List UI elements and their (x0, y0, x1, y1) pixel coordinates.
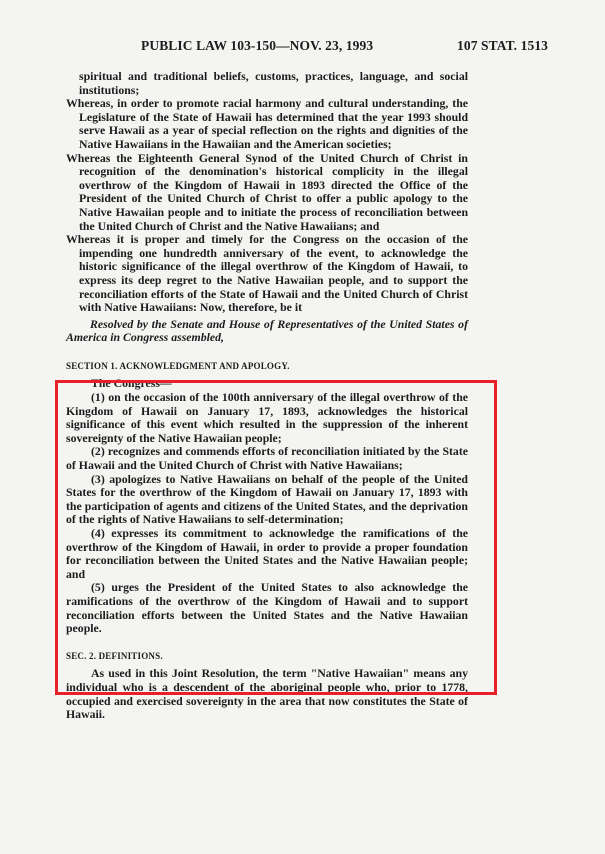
section-1-clause-1: (1) on the occasion of the 100th anniversary of the illegal overthrow of the Kingdom of Hawaii on January 17, 1893, acknowledges the historical significance of this event which resulted in the suppression of the inherent sovereignty of the Native Hawaiian people; (66, 390, 468, 445)
section-1-clause-3: (3) apologizes to Native Hawaiians on behalf of the people of the United States for the overthrow of the Kingdom of Hawaii on January 17, 1893 with the participation of agents and citizens of the United States, and the deprivation of the rights of Native Hawaiians to self-determination; (66, 471, 468, 527)
section-1-clause-2: (2) recognizes and commends efforts of reconciliation initiated by the State of Hawaii and the United Church of Christ with Native Hawaiians; (66, 444, 468, 473)
section-2-heading: SEC. 2. DEFINITIONS. (66, 650, 163, 661)
whereas-clause-1: Whereas, in order to promote racial harmony and cultural understanding, the Legislature of the State of Hawaii has determined that the year 1993 should serve Hawaii as a year of special reflection on the rights and dignities of the Native Hawaiians in the Hawaiian and the American societies; (66, 96, 468, 151)
statute-page-number: 107 STAT. 1513 (457, 38, 549, 53)
section-1-clause-5: (5) urges the President of the United States to also acknowledge the ramifications of the overthrow of the Kingdom of Hawaii and to support reconciliation efforts between the United States and the Native Hawaiian people. (66, 580, 468, 636)
section-1-clause-4: (4) expresses its commitment to acknowledge the ramifications of the overthrow of the Kingdom of Hawaii, in order to provide a proper foundation for reconciliation between the United States and the Native Hawaiian people; and (66, 526, 468, 581)
section-1-heading: SECTION 1. ACKNOWLEDGMENT AND APOLOGY. (66, 360, 290, 371)
public-law-title: PUBLIC LAW 103-150—NOV. 23, 1993 (141, 38, 374, 53)
resolving-clause: Resolved by the Senate and House of Representatives of the United States of America in Congress assembled, (66, 316, 468, 345)
whereas-clause-3: Whereas it is proper and timely for the Congress on the occasion of the impending one hundredth anniversary of the event, to acknowledge the historic significance of the illegal overthrow of the Kingdom of Hawaii, to express its deep regret to the Native Hawaiian people, and to support the reconciliation efforts of the State of Hawaii and the United Church of Christ with Native Hawaiians: Now, therefore, be it (66, 232, 468, 315)
page-header (0, 38, 605, 58)
preamble-continuation: spiritual and traditional beliefs, customs, practices, language, and social institutions; (79, 69, 468, 97)
section-2-definition: As used in this Joint Resolution, the term "Native Hawaiian" means any individual who is a descendent of the aboriginal people who, prior to 1778, occupied and exercised sovereignty in the area that now constitutes the State of Hawaii. (66, 666, 468, 722)
section-1-intro: The Congress— (91, 376, 172, 391)
section-1-highlight-box (55, 380, 497, 695)
whereas-clause-2: Whereas the Eighteenth General Synod of the United Church of Christ in recognition of the denomination's historical complicity in the illegal overthrow of the Kingdom of Hawaii in 1893 directed the Office of the President of the United Church of Christ to offer a public apology to the Native Hawaiian people and to initiate the process of reconciliation between the United Church of Christ and the Native Hawaiians; and (66, 150, 468, 233)
